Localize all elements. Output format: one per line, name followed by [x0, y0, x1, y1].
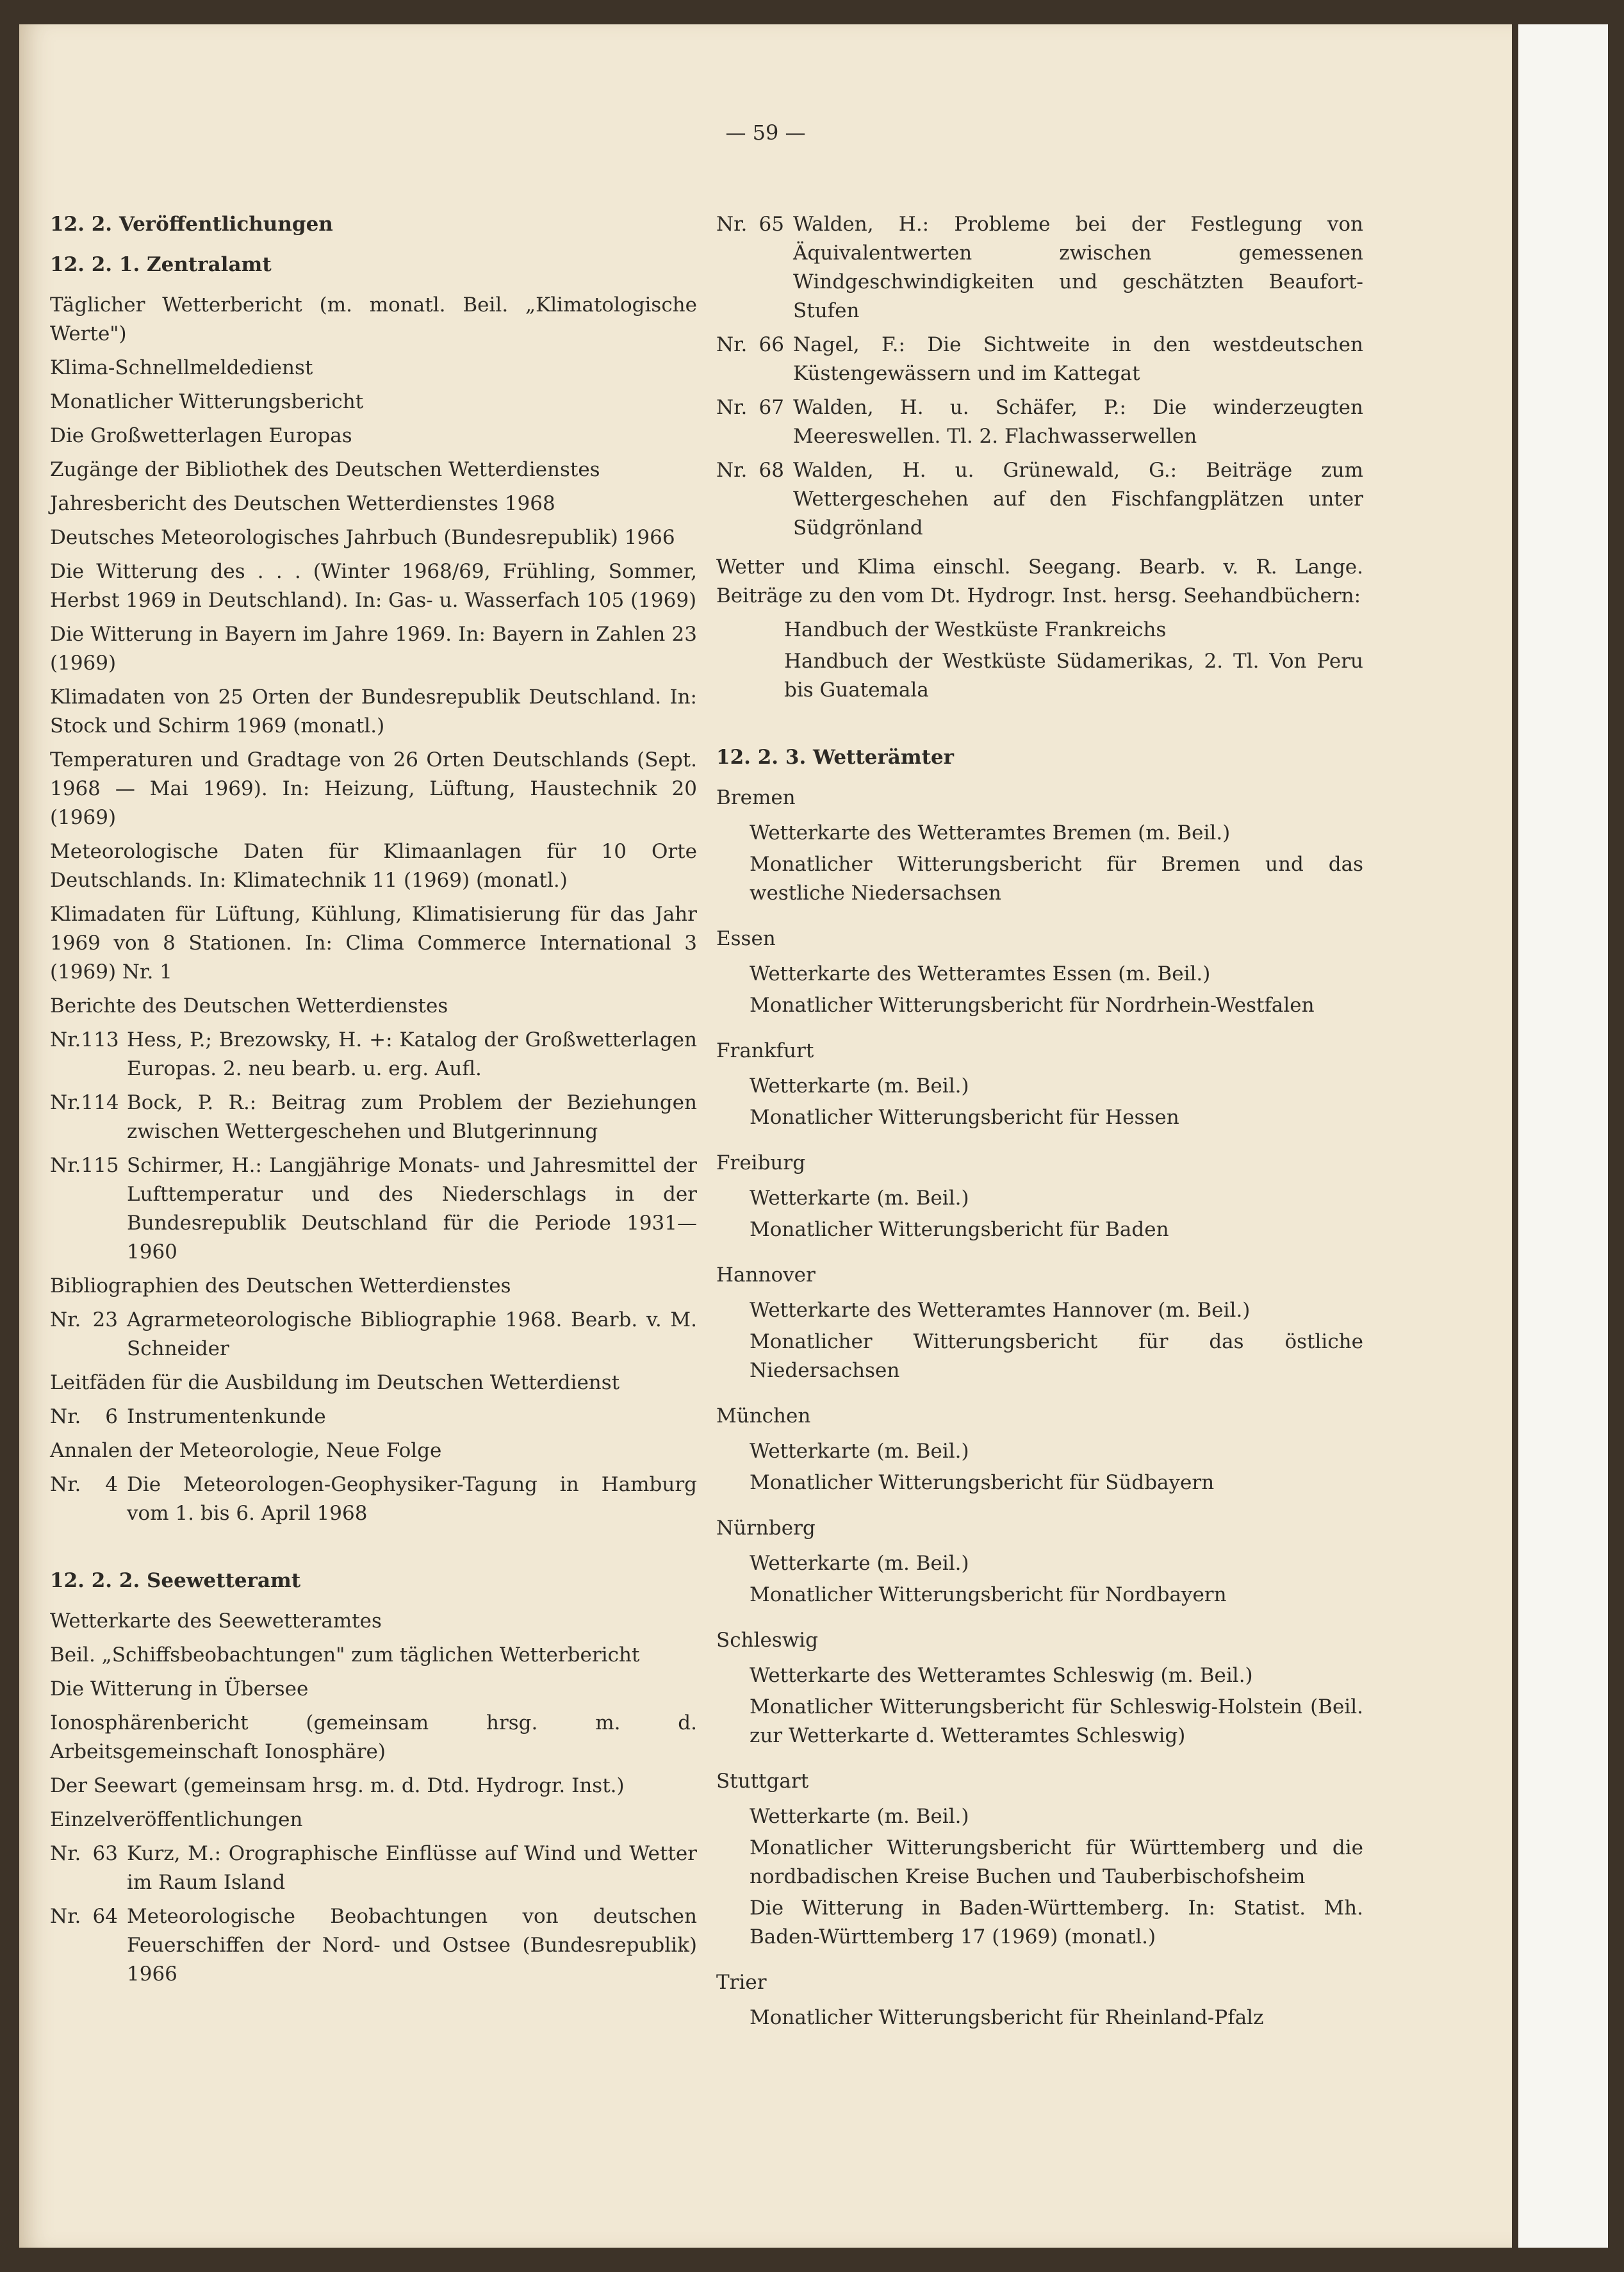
- subsection-heading-seewetteramt: 12. 2. 2. Seewetteramt: [50, 1569, 301, 1592]
- entry-num: 64: [92, 1905, 118, 1928]
- list-item: Klima-Schnellmeldedienst: [50, 356, 313, 379]
- zentralamt-list: [50, 291, 697, 1021]
- entry-num: 65: [759, 213, 784, 236]
- entry-nr-label: Nr.: [50, 1028, 81, 1051]
- leitfaden-list: [50, 1403, 697, 1431]
- city-name: Frankfurt: [716, 1039, 814, 1062]
- entry-nr-label: Nr.: [716, 396, 748, 419]
- numbered-entry: [50, 1026, 697, 1083]
- handbuch-item: Handbuch der Westküste Frankreichs: [784, 618, 1167, 641]
- list-item: Zugänge der Bibliothek des Deutschen Wetterdienstes: [50, 458, 600, 481]
- annalen-title: Annalen der Meteorologie, Neue Folge: [50, 1439, 442, 1462]
- entry-text: Schirmer, H.: Langjährige Monats- und Jahresmittel der Lufttemperatur und des Niederschlags in der Bundesrepublik Deutschland für die Periode 1931—1960: [127, 1154, 697, 1264]
- entry-text: Walden, H. u. Schäfer, P.: Die winderzeugten Meereswellen. Tl. 2. Flachwasserwellen: [793, 396, 1363, 448]
- entry-number: [716, 210, 793, 325]
- list-item: Ionosphärenbericht (gemeinsam hrsg. m. d. Arbeitsgemeinschaft Ionosphäre): [50, 1711, 697, 1763]
- city-publication: Wetterkarte (m. Beil.): [750, 1440, 969, 1463]
- subsection-heading: 12. 2. 1. Zentralamt: [50, 253, 272, 276]
- city-name: Freiburg: [716, 1151, 806, 1174]
- numbered-entry: [50, 1306, 697, 1363]
- cities-list: [716, 784, 1363, 2032]
- entry-text: Nagel, F.: Die Sichtweite in den westdeutschen Küstengewässern und im Kattegat: [793, 333, 1363, 385]
- list-item: Beil. „Schiffsbeobachtungen" zum täglichen Wetterbericht: [50, 1643, 640, 1667]
- numbered-entry: [50, 1840, 697, 1897]
- city-name: Hannover: [716, 1264, 816, 1287]
- city-publication: Monatlicher Witterungsbericht für Rheinland-Pfalz: [750, 2006, 1264, 2029]
- city-publication: Die Witterung in Baden-Württemberg. In: Statist. Mh. Baden-Württemberg 17 (1969) (monatl.): [750, 1897, 1363, 1948]
- entry-nr-label: Nr.: [716, 213, 748, 236]
- list-item: Die Witterung in Bayern im Jahre 1969. In: Bayern in Zahlen 23 (1969): [50, 623, 697, 675]
- city-publication: Wetterkarte (m. Beil.): [750, 1187, 969, 1210]
- list-item: Die Großwetterlagen Europas: [50, 424, 352, 447]
- list-item: Täglicher Wetterbericht (m. monatl. Beil. „Klimatologische Werte"): [50, 293, 697, 345]
- entry-num: 63: [92, 1842, 118, 1865]
- entry-number: [716, 331, 793, 388]
- city-publication: Monatlicher Witterungsbericht für Nordbayern: [750, 1583, 1227, 1606]
- entry-number: [50, 1470, 127, 1528]
- entry-num: 68: [759, 459, 784, 482]
- entry-num: 4: [105, 1473, 118, 1496]
- list-item: Der Seewart (gemeinsam hrsg. m. d. Dtd. Hydrogr. Inst.): [50, 1774, 625, 1797]
- city-publication: Wetterkarte (m. Beil.): [750, 1074, 969, 1098]
- city-name: Stuttgart: [716, 1770, 809, 1793]
- entry-text: Kurz, M.: Orographische Einflüsse auf Wind und Wetter im Raum Island: [127, 1842, 697, 1894]
- list-item: Jahresbericht des Deutschen Wetterdienstes 1968: [50, 492, 555, 515]
- city-publication: Wetterkarte des Wetteramtes Schleswig (m. Beil.): [750, 1664, 1253, 1687]
- numbered-entry: [50, 1089, 697, 1146]
- left-column: [50, 210, 697, 1994]
- entry-text: Instrumentenkunde: [127, 1405, 326, 1428]
- city-publication: Monatlicher Witterungsbericht für Hessen: [750, 1106, 1179, 1129]
- numbered-entry: [50, 1403, 697, 1431]
- entry-nr-label: Nr.: [50, 1091, 81, 1114]
- entry-nr-label: Nr.: [50, 1308, 81, 1331]
- entry-nr-label: Nr.: [50, 1473, 81, 1496]
- entry-number: [50, 1089, 127, 1146]
- biblio-title: Bibliographien des Deutschen Wetterdienstes: [50, 1274, 511, 1297]
- list-item: Klimadaten für Lüftung, Kühlung, Klimatisierung für das Jahr 1969 von 8 Stationen. In: Clima Commerce International 3 (1969) Nr. 1: [50, 903, 697, 984]
- entry-num: 114: [81, 1091, 119, 1114]
- berichte-list: [50, 1026, 697, 1267]
- list-item: Einzelveröffentlichungen: [50, 1808, 303, 1831]
- entry-nr-label: Nr.: [50, 1842, 81, 1865]
- entry-text: Die Meteorologen-Geophysiker-Tagung in Hamburg vom 1. bis 6. April 1968: [127, 1473, 697, 1525]
- city-name: Bremen: [716, 786, 796, 809]
- entry-text: Bock, P. R.: Beitrag zum Problem der Beziehungen zwischen Wettergeschehen und Blutgerinnung: [127, 1091, 697, 1143]
- numbered-entry: [50, 1470, 697, 1528]
- entry-number: [50, 1840, 127, 1897]
- city-publication: Monatlicher Witterungsbericht für Bremen und das westliche Niedersachsen: [750, 853, 1363, 905]
- city-publication: Wetterkarte des Wetteramtes Bremen (m. Beil.): [750, 821, 1231, 844]
- list-item: Die Witterung des . . . (Winter 1968/69, Frühling, Sommer, Herbst 1969 in Deutschland). In: Gas- u. Wasserfach 105 (1969): [50, 560, 697, 612]
- numbered-entry: [716, 393, 1363, 451]
- city-name: Nürnberg: [716, 1517, 816, 1540]
- handbuch-item: Handbuch der Westküste Südamerikas, 2. Tl. Von Peru bis Guatemala: [784, 650, 1363, 702]
- city-publication: Monatlicher Witterungsbericht für Nordrhein-Westfalen: [750, 994, 1315, 1017]
- entry-nr-label: Nr.: [50, 1905, 81, 1928]
- entry-nr-label: Nr.: [716, 459, 748, 482]
- city-name: München: [716, 1404, 811, 1428]
- list-item: Meteorologische Daten für Klimaanlagen für 10 Orte Deutschlands. In: Klimatechnik 11 (1969) (monatl.): [50, 840, 697, 892]
- city-name: Trier: [716, 1971, 767, 1994]
- section-heading: 12. 2. Veröffentlichungen: [50, 213, 333, 236]
- annalen-list: [50, 1470, 697, 1528]
- city-publication: Monatlicher Witterungsbericht für das östliche Niedersachsen: [750, 1330, 1363, 1382]
- list-item: Die Witterung in Übersee: [50, 1677, 309, 1700]
- city-name: Schleswig: [716, 1629, 819, 1652]
- city-publication: Monatlicher Witterungsbericht für Württemberg und die nordbadischen Kreise Buchen und Tauberbischofsheim: [750, 1836, 1363, 1888]
- entry-num: 6: [105, 1405, 118, 1428]
- list-item: Wetterkarte des Seewetteramtes: [50, 1609, 382, 1633]
- numbered-entry: [50, 1902, 697, 1989]
- entry-number: [50, 1306, 127, 1363]
- city-publication: Wetterkarte (m. Beil.): [750, 1805, 969, 1828]
- entry-number: [716, 393, 793, 451]
- entry-text: Hess, P.; Brezowsky, H. +: Katalog der Großwetterlagen Europas. 2. neu bearb. u. erg. Aufl.: [127, 1028, 697, 1080]
- city-publication: Monatlicher Witterungsbericht für Baden: [750, 1218, 1169, 1241]
- document-page: [19, 24, 1512, 2248]
- einzel-list: [50, 1840, 697, 1989]
- entry-text: Walden, H. u. Grünewald, G.: Beiträge zum Wettergeschehen auf den Fischfangplätzen unter Südgrönland: [793, 459, 1363, 539]
- numbered-entry: [716, 331, 1363, 388]
- handbuecher-list: [716, 616, 1363, 705]
- city-publication: Monatlicher Witterungsbericht für Südbayern: [750, 1471, 1215, 1494]
- list-item: Berichte des Deutschen Wetterdienstes: [50, 994, 448, 1017]
- page-edge: [1518, 24, 1608, 2248]
- numbered-entry: [716, 210, 1363, 325]
- entry-num: 67: [759, 396, 784, 419]
- entry-nr-label: Nr.: [50, 1154, 81, 1177]
- leitfaden-title: Leitfäden für die Ausbildung im Deutschen Wetterdienst: [50, 1371, 620, 1394]
- right-column: [716, 210, 1363, 2035]
- seewetteramt-list: [50, 1607, 697, 1834]
- entry-number: [716, 456, 793, 543]
- entry-num: 23: [92, 1308, 118, 1331]
- city-publication: Wetterkarte (m. Beil.): [750, 1552, 969, 1575]
- biblio-list: [50, 1306, 697, 1363]
- numbered-entry: [50, 1151, 697, 1267]
- numbered-entry: [716, 456, 1363, 543]
- entry-number: [50, 1026, 127, 1083]
- entry-number: [50, 1403, 127, 1431]
- city-publication: Monatlicher Witterungsbericht für Schleswig-Holstein (Beil. zur Wetterkarte d. Wetteramtes Schleswig): [750, 1695, 1363, 1747]
- city-name: Essen: [716, 927, 776, 950]
- page-number: — 59 —: [725, 120, 806, 145]
- subsection-heading-wetteraemter: 12. 2. 3. Wetterämter: [716, 746, 955, 769]
- entry-text: Agrarmeteorologische Bibliographie 1968. Bearb. v. M. Schneider: [127, 1308, 697, 1360]
- list-item: Monatlicher Witterungsbericht: [50, 390, 364, 413]
- entry-number: [50, 1151, 127, 1267]
- city-publication: Wetterkarte des Wetteramtes Essen (m. Beil.): [750, 962, 1211, 985]
- city-publication: Wetterkarte des Wetteramtes Hannover (m. Beil.): [750, 1299, 1251, 1322]
- wetter-klima-text: Wetter und Klima einschl. Seegang. Bearb. v. R. Lange. Beiträge zu den vom Dt. Hydrogr. Inst. hersg. Seehandbüchern:: [716, 556, 1363, 607]
- list-item: Klimadaten von 25 Orten der Bundesrepublik Deutschland. In: Stock und Schirm 1969 (monatl.): [50, 686, 697, 737]
- list-item: Temperaturen und Gradtage von 26 Orten Deutschlands (Sept. 1968 — Mai 1969). In: Heizung, Lüftung, Haustechnik 20 (1969): [50, 748, 697, 829]
- entry-number: [50, 1902, 127, 1989]
- einzel-cont-list: [716, 210, 1363, 543]
- entry-text: Meteorologische Beobachtungen von deutschen Feuerschiffen der Nord- und Ostsee (Bundesrepublik) 1966: [127, 1905, 697, 1986]
- entry-num: 115: [81, 1154, 119, 1177]
- entry-num: 66: [759, 333, 784, 356]
- entry-nr-label: Nr.: [716, 333, 748, 356]
- entry-nr-label: Nr.: [50, 1405, 81, 1428]
- entry-num: 113: [81, 1028, 119, 1051]
- list-item: Deutsches Meteorologisches Jahrbuch (Bundesrepublik) 1966: [50, 526, 675, 549]
- entry-text: Walden, H.: Probleme bei der Festlegung von Äquivalentwerten zwischen gemessenen Windgeschwindigkeiten und geschätzten Beaufort-Stufen: [793, 213, 1363, 322]
